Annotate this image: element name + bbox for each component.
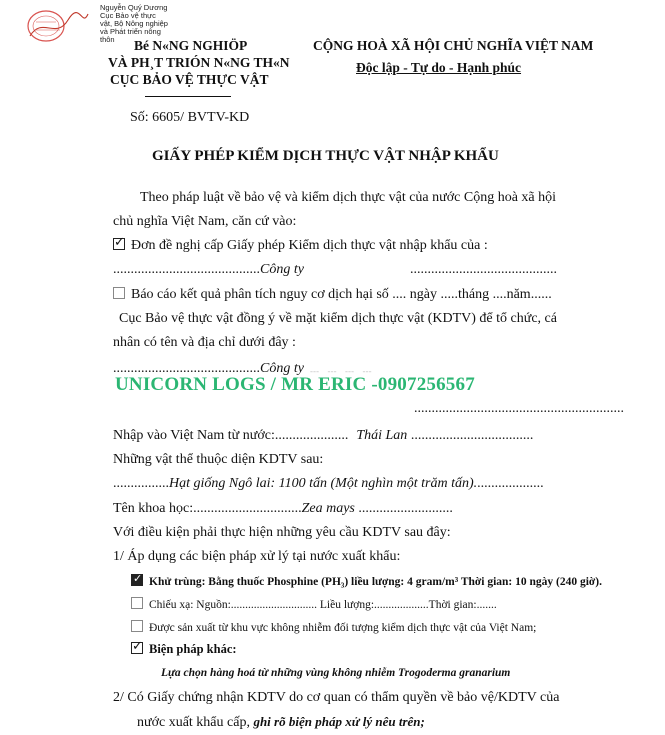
dots: ................... — [477, 476, 544, 491]
signer-line: vật, Bộ Nông nghiệp — [100, 19, 168, 28]
goods-value: Hạt giống Ngô lai: 1100 tấn (Một nghìn một trăm tấn). — [169, 476, 478, 491]
page-title: GIẤY PHÉP KIỂM DỊCH THỰC VẬT NHẬP KHẨU — [152, 148, 499, 164]
checkbox-checked-icon[interactable] — [113, 238, 125, 250]
requirement-1: 1/ Áp dụng các biện pháp xử lý tại nước xuất khẩu: — [113, 549, 401, 564]
irradiation-text: Chiếu xạ: Nguồn:.............................. Liều lượng:...................Thời gian:....... — [149, 599, 497, 611]
scientific-label: Tên khoa học: — [113, 501, 194, 516]
other-measures-detail: Lựa chọn hàng hoá từ những vùng không nhiễm Trogoderma granarium — [161, 667, 511, 679]
checkbox-unchecked-icon[interactable] — [131, 620, 143, 632]
paragraph-line: nhân có tên và địa chỉ dưới đây : — [113, 335, 296, 350]
dots: ................ — [113, 476, 169, 491]
pest-free-row — [131, 620, 536, 634]
paragraph-line: Theo pháp luật về bảo vệ và kiểm dịch thực vật của nước Cộng hoà xã hội — [140, 190, 557, 205]
conditions-text: Với điều kiện phải thực hiện những yêu cầu KDTV sau đây: — [113, 525, 451, 540]
report-text: Báo cáo kết quả phân tích nguy cơ dịch hại số .... ngày .....tháng ....năm...... — [131, 287, 552, 302]
dots: ..................... — [274, 428, 349, 443]
checkbox-unchecked-icon[interactable] — [113, 287, 125, 299]
scientific-name-row — [113, 501, 453, 517]
requirement-2: 2/ Có Giấy chứng nhận KDTV do cơ quan có thẩm quyền về bảo vệ/KDTV của — [113, 690, 560, 705]
req2-emphasis: ghi rõ biện pháp xử lý nêu trên; — [253, 714, 425, 729]
signer-line: và Phát triển nông — [100, 27, 161, 36]
dots: ............................... — [193, 501, 302, 516]
checkbox-checked-icon[interactable] — [131, 574, 143, 586]
fumigation-text: Khử trùng: Bằng thuốc Phosphine (PH₃) liều lượng: 4 gram/m³ Thời gian: 10 ngày (240 giờ). — [149, 576, 602, 588]
agency-underline — [145, 96, 231, 97]
import-from-label: Nhập vào Việt Nam từ nước: — [113, 428, 275, 443]
agency-line-2: VÀ PH¸T TRIÓN N«NG TH«N — [108, 55, 290, 70]
national-motto: Độc lập - Tự do - Hạnh phúc — [356, 60, 522, 75]
report-row — [113, 287, 552, 303]
pest-free-text: Được sản xuất từ khu vực không nhiễm đối tượng kiểm dịch thực vật của Việt Nam; — [149, 622, 537, 634]
signer-line: Cục Bảo vệ thực — [100, 11, 156, 20]
national-title: CỘNG HOÀ XÃ HỘI CHỦ NGHĨA VIỆT NAM — [313, 38, 594, 53]
agency-line-1: Bé N«NG NGHIÖP — [134, 38, 248, 53]
dots: .......................................... — [410, 262, 557, 277]
watermark-text: UNICORN LOGS / MR ERIC -0907256567 — [115, 374, 475, 395]
fumigation-row — [131, 574, 602, 588]
requirement-2-cont — [137, 714, 425, 731]
import-from-row — [113, 428, 533, 444]
request-text: Đơn đề nghị cấp Giấy phép Kiểm dịch thực vật nhập khẩu của : — [131, 238, 488, 253]
company-row — [113, 262, 304, 278]
irradiation-row — [131, 597, 497, 611]
dots: ................................... — [410, 428, 534, 443]
dots: .......................................... — [113, 361, 260, 376]
document-number: Số: 6605/ BVTV-KD — [130, 110, 250, 125]
checkbox-checked-icon[interactable] — [131, 642, 143, 654]
agency-line-3: CỤC BẢO VỆ THỰC VẬT — [110, 72, 269, 87]
company-label: Công ty — [260, 262, 304, 277]
import-from-value: Thái Lan — [356, 428, 408, 443]
scientific-value: Zea mays — [301, 501, 355, 516]
req2-plain: nước xuất khẩu cấp, — [137, 715, 254, 730]
goods-row — [113, 476, 544, 492]
company2-label: Công ty — [260, 361, 304, 376]
signer-name: Nguyễn Quý Dương — [100, 3, 168, 12]
paragraph-line: Cục Bảo vệ thực vật đồng ý về mặt kiểm dịch thực vật (KDTV) để tổ chức, cá — [119, 311, 557, 326]
request-row — [113, 238, 488, 254]
signature-stamp-icon — [22, 6, 92, 48]
other-measures-row — [131, 642, 237, 657]
address-dots: ............................................................ — [414, 401, 624, 416]
dots: .......................................... — [113, 262, 260, 277]
company2-row: ..........................................Công ty ﹍ ﹍ ﹍ ﹍ — [113, 361, 374, 376]
goods-label: Những vật thể thuộc diện KDTV sau: — [113, 452, 324, 467]
dots: ........................... — [358, 501, 453, 516]
signer-line: thôn — [100, 35, 115, 44]
other-measures-label: Biện pháp khác: — [149, 642, 237, 656]
paragraph-line: chủ nghĩa Việt Nam, căn cứ vào: — [113, 214, 297, 229]
checkbox-unchecked-icon[interactable] — [131, 597, 143, 609]
